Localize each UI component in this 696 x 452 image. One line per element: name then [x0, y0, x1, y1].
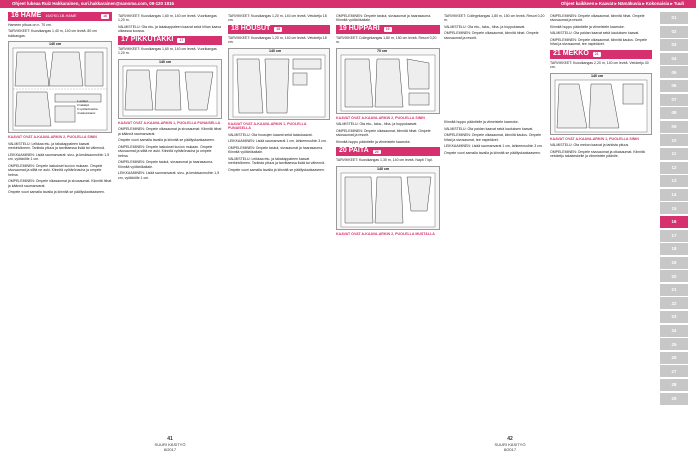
index-tab[interactable]: 04	[660, 53, 688, 65]
column-2	[118, 12, 222, 182]
body-para: LEIKKAAMINEN: Lisää saumanvarat 1 cm, lahkeensuihin 3 cm.	[228, 139, 327, 144]
section-body	[336, 36, 440, 45]
index-tab[interactable]: 13	[660, 175, 688, 187]
cutting-layout-diagram	[9, 42, 111, 134]
index-tab[interactable]: 29	[660, 393, 688, 405]
fabric-width-label: 140 cm	[591, 73, 604, 78]
index-tab[interactable]: 06	[660, 80, 688, 92]
body-para: Kiinnitä huppu pääntielle ja viimeistele kaarroke.	[550, 24, 625, 29]
section-body-cont	[228, 133, 330, 172]
body-para: VALMISTELU: Ota etu-, taka-, hiha- ja huppukaavat.	[336, 122, 418, 127]
fabric-width-label: 70 cm	[377, 48, 388, 53]
pattern-caption: KAAVAT OVAT A-KAAVA-ARKIN 1, PUOLELLA SININ	[550, 136, 639, 141]
body-para: OMPELEMINEN: Ompele olkasaumat, kiinnitä kaulus. Ompele hihat ja sivusaumat, tee napinlävet.	[444, 133, 542, 142]
index-tab[interactable]: 12	[660, 162, 688, 174]
fabric-width-label: 140 cm	[49, 42, 62, 47]
body-para: Ompele vuori samalla tavalla ja kiinnitä se päällyskankaaseen.	[228, 167, 325, 172]
left-page	[8, 12, 330, 432]
body-para: Ompele vuori samalla tavalla ja kiinnitä se päällyskankaaseen.	[444, 150, 541, 155]
body-para: Hameen pituus on n. 70 cm.	[8, 23, 52, 27]
pattern-caption: KAAVAT OVAT A-KAAVA-ARKIN 1, PUOLELLA PUNAISELLA	[228, 121, 307, 131]
page-number: 41	[167, 436, 173, 442]
banner-right-text: Ohjeet kaikkeen ▸ Kaavat ▸ Nämäkuvia ▸ Kokonaisia ▸ Tuuli	[560, 1, 684, 7]
body-para: TARVIKKEET: Collegekangas 1,80 m, 150 cm leveä. Resori 0,20 m.	[336, 35, 437, 45]
section-header-mekko	[550, 50, 652, 59]
section-title: 16 HAME	[11, 12, 42, 20]
banner-left-text: Ohjeet lukeaa Ruiz Hakkarainen, suri.hakkarainen@sanoma.com, 09-120 1816	[12, 1, 174, 7]
index-tab[interactable]: 10	[660, 134, 688, 146]
section-header-takki	[118, 36, 222, 45]
section-body	[8, 23, 112, 38]
section-title: 20 PAITA	[339, 147, 369, 155]
index-tab[interactable]: 15	[660, 202, 688, 214]
index-tab[interactable]: 16	[660, 216, 688, 228]
body-para: OMPELEMINEN: Ompele taskut, sivusaumat ja haarasauma. Kiinnitä vyötärökaitale.	[336, 14, 432, 23]
index-tab[interactable]: 01	[660, 12, 688, 24]
cutting-layout-diagram	[229, 49, 329, 121]
intro-text	[550, 14, 652, 47]
section-tag: 18	[276, 27, 281, 32]
section-body	[336, 158, 440, 162]
body-para: VALMISTELU: Leikkaa etu- ja takakappaleen kaavat merkintöineen. Tarkista pituus ja tarvittaessa lisää tai vähennä.	[228, 156, 326, 166]
index-tab[interactable]: 19	[660, 257, 688, 269]
body-para: LEIKKAAMINEN: Lisää saumanvarat: sivu- ja keskisaumoihin 1,5 cm, vyötärölle 1 cm.	[8, 152, 110, 162]
index-tab[interactable]: 23	[660, 311, 688, 323]
body-para: TARVIKKEET: Kuosikangas 1,20 m, 140 cm leveä. Vetoketju 18 cm.	[228, 14, 327, 23]
section-title: 21 MEKKO	[553, 49, 589, 57]
body-para: VALMISTELU: Ota etu-, taka-, hiha- ja huppukaavat.	[444, 24, 526, 29]
column-6	[550, 12, 652, 161]
cutting-layout-housut	[228, 48, 330, 120]
body-para: VALMISTELU: Ota paidan kaavat sekä kauluksen kaavat.	[550, 31, 640, 36]
column-5	[444, 12, 546, 157]
pattern-caption: KAAVAT OVAT A-KAAVA-ARKIN 2, PUOLELLA MUSTALLA	[336, 231, 435, 236]
body-para: TARVIKKEET: Kuosikangas 1,60 m, 140 cm leveä. Vuorikangas 1,20 m.	[118, 14, 217, 23]
body-para: OMPELEMINEN: Ompele olkasaumat ja sivusaumat. Kiinnitä hihat ja käännä saumanvarat.	[118, 127, 222, 136]
section-title: 17 PIKKUTAKKI	[121, 36, 174, 43]
section-title: 19 HUPPARI	[339, 25, 380, 33]
body-para: Kiinnitä huppu pääntielle ja viimeistele kaarroke.	[336, 139, 411, 144]
index-tab[interactable]: 25	[660, 338, 688, 350]
column-1	[8, 12, 112, 197]
section-body	[228, 36, 330, 45]
section-body-cont	[550, 143, 652, 158]
body-para: OMPELEMINEN: Ompele sivusaumat ja olkasaumat. Kiinnitä vetoketju takakeskelle ja viimeistele pääntie.	[550, 149, 645, 159]
section-body	[444, 120, 546, 155]
index-tab[interactable]: 17	[660, 230, 688, 242]
intro-text	[444, 14, 546, 40]
section-header-hame	[8, 12, 112, 21]
body-para: OMPELEMINEN: Ompele olkasaumat, kiinnitä hihat. Ompele sivusaumat ja resorit.	[550, 14, 645, 23]
section-body	[118, 47, 222, 56]
body-para: Kiinnitä huppu pääntielle ja viimeistele kaarroke.	[444, 120, 519, 125]
body-para: LEIKKAAMINEN: Lisää saumanvarat: sivu- ja keskisaumoihin 1,5 cm, vyötärölle 1 cm.	[118, 171, 220, 180]
body-para: OMPELEMINEN: Ompele taskut, sivusaumat ja haarasauma. Kiinnitä vyötärökaitale.	[228, 145, 324, 155]
index-tab[interactable]: 26	[660, 352, 688, 364]
cutting-layout-huppari	[336, 48, 440, 114]
body-para: OMPELEMINEN: Ompele olkasaumat ja sivusaumat. Kiinnitä hihat ja käännä saumanvarat.	[8, 179, 112, 188]
index-tab[interactable]: 28	[660, 379, 688, 391]
cut-pieces-list	[77, 100, 98, 116]
index-tab[interactable]: 24	[660, 325, 688, 337]
column-4	[336, 12, 440, 236]
body-para: TARVIKKEET: Kuosikangas 2,20 m, 140 cm leveä. Vetoketju 40 cm.	[550, 60, 649, 70]
intro-text	[228, 14, 330, 23]
fabric-width-label: 140 cm	[269, 48, 282, 53]
page-number: 42	[507, 436, 513, 442]
cut-piece: 4 taskunkansi	[77, 111, 96, 116]
body-para: TARVIKKEET: Kuosikangas 1,30 m, 140 cm leveä. Napit 7 kpl.	[336, 158, 433, 163]
body-para: OMPELEMINEN: Ompele olkasaumat, kiinnitä kaulus. Ompele hihat ja sivusaumat, tee napinlävet.	[550, 37, 648, 47]
index-tab[interactable]: 20	[660, 270, 688, 282]
body-para: OMPELEMINEN: Ompele taskut, sivusaumat ja haarasauma. Kiinnitä vyötärökaitale.	[118, 160, 214, 169]
index-tab[interactable]: 05	[660, 66, 688, 78]
cut-piece: 3 vyötärönauha	[77, 107, 98, 112]
body-para: OMPELEMINEN: Ompele laskokset kuvion mukaan. Ompele sivusaumat ja silitä ne auki. Kiinnitä vyötärönauha ja ompele helma.	[8, 163, 103, 177]
index-tab[interactable]: 22	[660, 297, 688, 309]
cutting-layout-paita	[336, 166, 440, 230]
body-para: OMPELEMINEN: Ompele olkasaumat, kiinnitä hihat. Ompele sivusaumat ja resorit.	[444, 31, 539, 40]
section-header-paita	[336, 147, 440, 156]
index-tab[interactable]: 03	[660, 39, 688, 51]
pattern-caption: KAAVAT OVAT A-KAAVA-ARKIN 1, PUOLELLA PUNAISELLA	[118, 120, 221, 125]
body-para: OMPELEMINEN: Ompele olkasaumat, kiinnitä hihat. Ompele sivusaumat ja resorit.	[336, 128, 431, 138]
index-tab[interactable]: 02	[660, 26, 688, 38]
top-banner	[0, 0, 696, 8]
cut-piece: 2 takakpl.	[77, 103, 90, 108]
section-body	[550, 61, 652, 70]
body-para: LEIKKAAMINEN: Lisää saumanvarat 1 cm, lahkeensuihin 3 cm.	[444, 144, 543, 149]
pattern-caption: KAAVAT OVAT A-KAAVA-ARKIN 2, PUOLELLA SININ	[336, 115, 425, 120]
intro-text	[118, 14, 222, 34]
cutting-layout-takki	[118, 59, 222, 119]
body-para: TARVIKKEET: Kuosikangas 1,60 m, 140 cm leveä. Vuorikangas 1,20 m.	[118, 46, 217, 56]
index-tab[interactable]: 21	[660, 284, 688, 296]
fabric-width-label: 140 cm	[377, 166, 390, 171]
index-tab[interactable]: 08	[660, 107, 688, 119]
index-tab[interactable]: 11	[660, 148, 688, 160]
pattern-caption: KAAVAT OVAT A-KAAVA-ARKIN 2, PUOLELLA SININ	[8, 135, 97, 140]
index-tab[interactable]: 07	[660, 94, 688, 106]
footer-label: SUURI KÄSITYÖ 8/2017	[494, 442, 526, 452]
section-tag: 21	[594, 52, 599, 57]
cutting-layout-diagram	[119, 60, 221, 120]
section-tag: 17	[179, 38, 184, 43]
section-tag: 19	[385, 27, 390, 32]
section-code: 1647K0-1B-HAME	[45, 14, 77, 19]
section-header-huppari	[336, 25, 440, 34]
column-3	[228, 12, 330, 174]
cutting-layout-diagram	[551, 74, 651, 136]
body-para: OMPELEMINEN: Ompele laskokset kuvion mukaan. Ompele sivusaumat ja silitä ne auki. Kiinnitä vyötärönauha ja ompele helma.	[118, 144, 213, 158]
cut-piece: 1 etukpl.	[77, 99, 89, 104]
cutting-layout-diagram	[337, 49, 439, 115]
section-body-cont	[118, 127, 222, 180]
section-body-cont	[8, 142, 112, 195]
page-index-tabs	[660, 12, 688, 406]
body-para: VALMISTELU: Ota etu- ja takakappaleen kaavat sekä hihan kaava oikeassa koossa.	[118, 24, 222, 34]
section-title: 18 HOUSUT	[231, 25, 271, 33]
index-tab[interactable]: 27	[660, 365, 688, 377]
section-tag: 16	[103, 14, 107, 19]
index-tab[interactable]: 09	[660, 121, 688, 133]
body-para: VALMISTELU: Ota housujen kaavat sekä taskukaavat.	[228, 132, 313, 137]
index-tab[interactable]: 18	[660, 243, 688, 255]
footer-label: SUURI KÄSITYÖ 8/2017	[154, 442, 186, 452]
cutting-layout-mekko	[550, 73, 652, 135]
cutting-layout-hame	[8, 41, 112, 133]
index-tab[interactable]: 14	[660, 189, 688, 201]
body-para: Ompele vuori samalla tavalla ja kiinnitä se päällyskankaaseen.	[118, 138, 215, 143]
intro-text	[336, 14, 440, 23]
body-para: VALMISTELU: Ota mekon kaavat ja tarkista pituus.	[550, 143, 630, 148]
body-para: TARVIKKEET: Kuosikangas 1,40 m, 140 cm leveä. 80 cm tukikangas.	[8, 29, 97, 38]
body-para: TARVIKKEET: Collegekangas 1,80 m, 150 cm leveä. Resori 0,20 m.	[444, 14, 545, 23]
section-body-cont	[336, 122, 440, 144]
body-para: VALMISTELU: Leikkaa etu- ja takakappaleen kaavat merkintöineen. Tarkista pituus ja tarvittaessa lisää tai vähennä.	[8, 141, 106, 151]
fabric-width-label: 140 cm	[159, 59, 172, 64]
cutting-layout-diagram	[337, 167, 439, 231]
body-para: VALMISTELU: Ota paidan kaavat sekä kauluksen kaavat.	[444, 126, 534, 131]
section-header-housut	[228, 25, 330, 34]
section-tag: 20	[374, 149, 379, 154]
right-page	[336, 12, 652, 432]
body-para: TARVIKKEET: Kuosikangas 1,20 m, 140 cm leveä. Vetoketju 18 cm.	[228, 35, 327, 45]
body-para: Ompele vuori samalla tavalla ja kiinnitä se päällyskankaaseen.	[8, 190, 105, 195]
